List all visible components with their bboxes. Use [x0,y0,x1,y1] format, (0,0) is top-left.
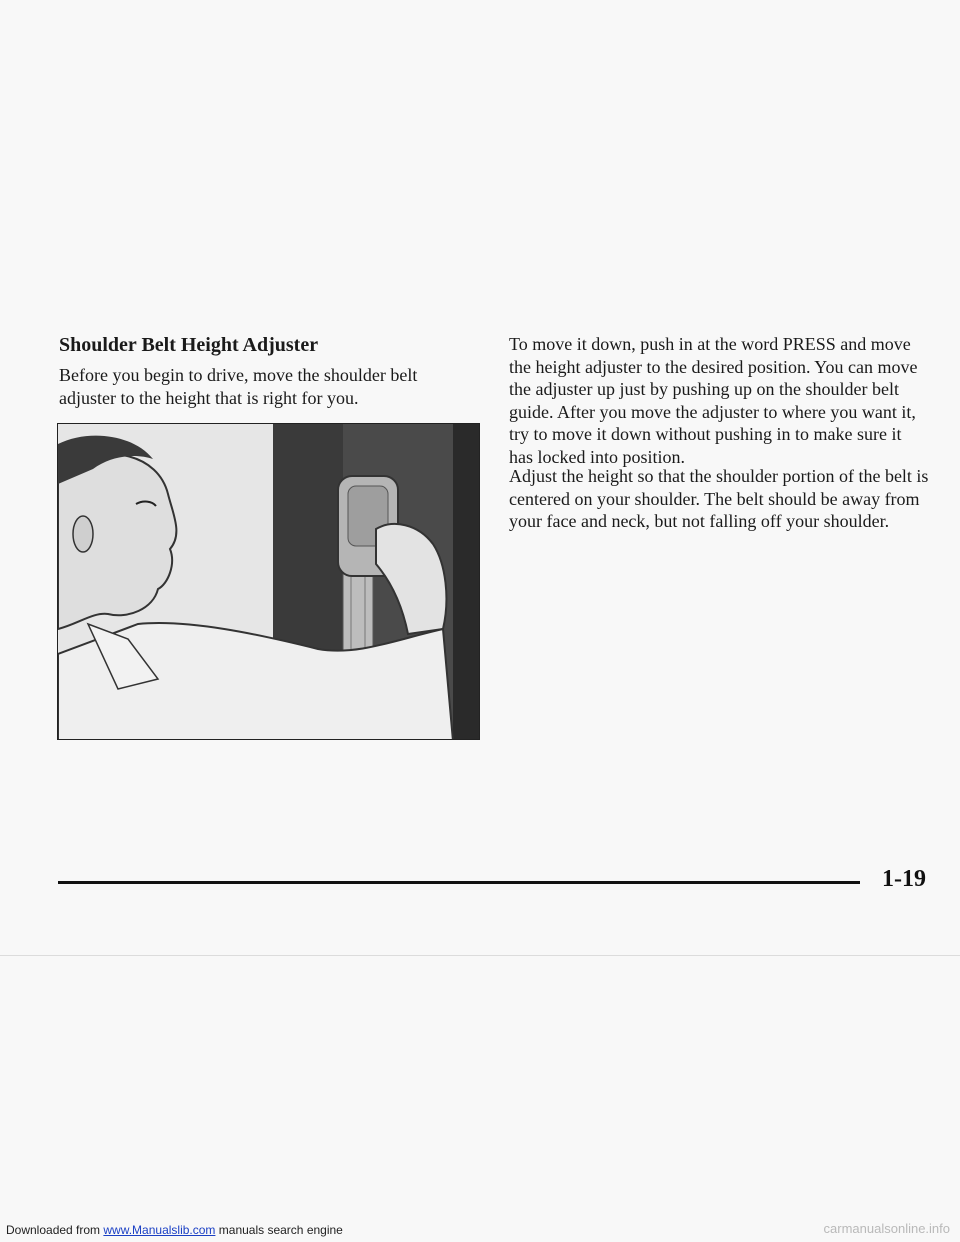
instruction-paragraph-2: Adjust the height so that the shoulder portion of the belt is centered on your shoulder. The belt should be away from your face and neck, but not falling off your shoulder. [509,466,929,531]
shoulder-belt-illustration [57,423,480,740]
manualslib-link[interactable]: www.Manualslib.com [103,1223,216,1237]
page-number: 1-19 [882,866,926,892]
download-footer [6,1223,343,1237]
footer-suffix: manuals search engine [215,1223,343,1237]
section-title: Shoulder Belt Height Adjuster [59,334,319,356]
watermark-text: carmanualsonline.info [823,1221,950,1236]
scan-edge-line [0,955,960,956]
footer-prefix: Downloaded from [6,1223,104,1237]
page-divider [58,881,860,884]
instruction-paragraph-1: To move it down, push in at the word PRESS and move the height adjuster to the desired position. You can move the adjuster up just by pushing up on the shoulder belt guide. After you move the adjuster to where you want it, try to move it down without pushing in to make sure it has locked into position. [509,334,918,467]
intro-paragraph: Before you begin to drive, move the shoulder belt adjuster to the height that is right for you. [59,365,418,408]
